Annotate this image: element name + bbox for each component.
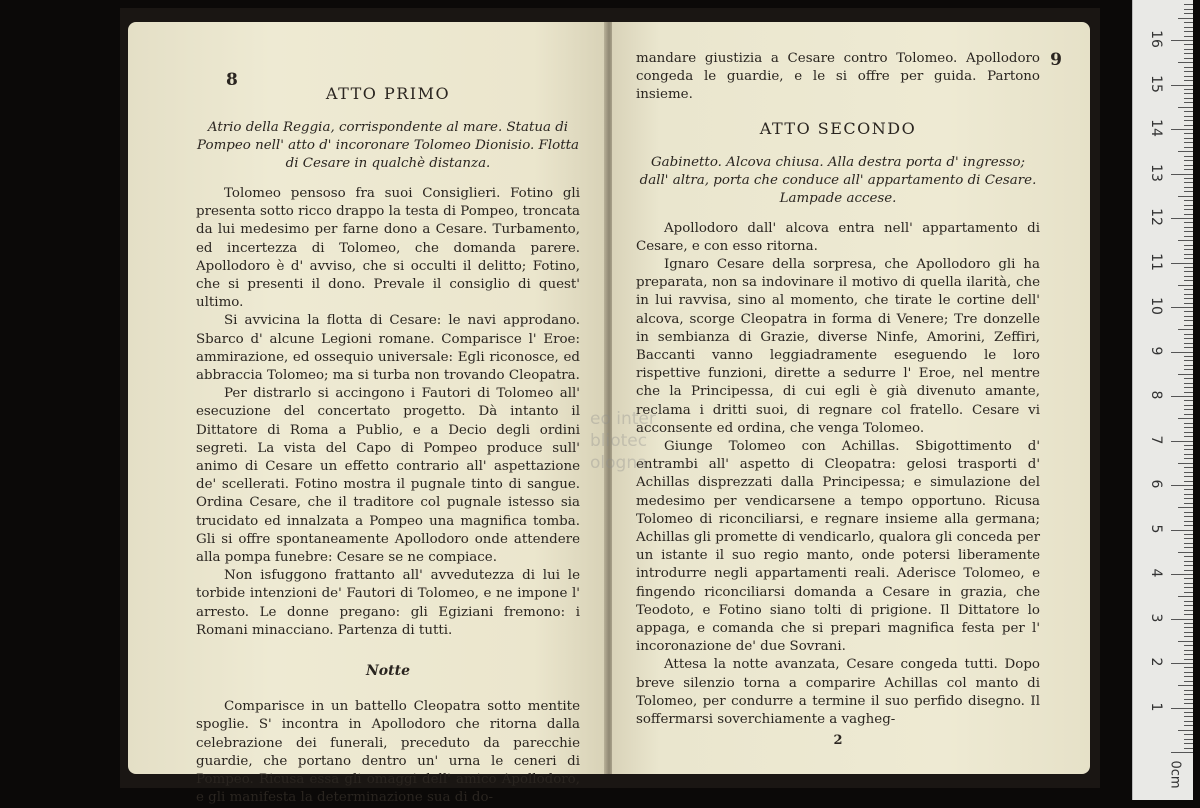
ruler-tick: [1184, 383, 1193, 384]
ruler-number: 14: [1148, 119, 1164, 137]
ruler-tick: [1184, 258, 1193, 259]
ruler-tick: [1178, 329, 1193, 330]
left-body: [196, 185, 580, 808]
ruler-tick: [1184, 303, 1193, 304]
ruler-tick: [1184, 645, 1193, 646]
ruler-tick: [1184, 481, 1193, 482]
ruler-number: 5: [1148, 524, 1164, 533]
ruler-tick: [1184, 681, 1193, 682]
ruler-tick: [1184, 4, 1193, 5]
ruler-tick: [1184, 436, 1193, 437]
ruler-tick: [1184, 578, 1193, 579]
ruler-tick: [1171, 263, 1193, 264]
ruler-tick: [1184, 111, 1193, 112]
ruler-tick: [1184, 476, 1193, 477]
ruler-tick: [1171, 218, 1193, 219]
ruler-tick: [1184, 209, 1193, 210]
ruler-tick: [1184, 739, 1193, 740]
ruler-tick: [1184, 690, 1193, 691]
ruler-tick: [1171, 708, 1193, 709]
paragraph: Non isfuggono frattanto all' avvedutezza di lui le torbide intenzioni de' Fautori di Tolomeo, e ne impone l' arresto. Le donne pregano: gli Egiziani fremono: i Romani minacciano. Partenza di tutti.: [196, 568, 580, 638]
ruler-tick: [1184, 534, 1193, 535]
ruler-tick: [1184, 58, 1193, 59]
ruler-tick: [1184, 280, 1193, 281]
ruler-tick: [1184, 414, 1193, 415]
ruler-tick: [1184, 120, 1193, 121]
ruler-tick: [1184, 76, 1193, 77]
ruler-number: 9: [1148, 346, 1164, 355]
ruler-tick: [1184, 556, 1193, 557]
ruler-tick: [1184, 236, 1193, 237]
right-body-main: [636, 220, 1040, 730]
ruler-tick: [1171, 352, 1193, 353]
ruler-tick: [1184, 365, 1193, 366]
ruler-tick: [1184, 543, 1193, 544]
ruler-tick: [1184, 31, 1193, 32]
ruler-tick: [1184, 632, 1193, 633]
ruler-tick: [1171, 85, 1193, 86]
ruler-tick: [1184, 583, 1193, 584]
ruler-tick: [1171, 40, 1193, 41]
ruler-tick: [1184, 160, 1193, 161]
ruler-tick: [1184, 187, 1193, 188]
ruler-tick: [1178, 196, 1193, 197]
ruler-tick: [1184, 561, 1193, 562]
ruler-tick: [1184, 592, 1193, 593]
ruler-tick: [1178, 641, 1193, 642]
ruler-tick: [1184, 748, 1193, 749]
ruler-tick: [1184, 654, 1193, 655]
ruler-tick: [1184, 525, 1193, 526]
paragraph: Si avvicina la flotta di Cesare: le navi approdano. Sbarco d' alcune Legioni romane. Comparisce l' Eroe: ammirazione, ed ossequio universale: Egli riconosce, ed abbraccia Tolomeo; ma si turba non trovando Cleopatra.: [196, 313, 580, 384]
ruler-tick: [1184, 699, 1193, 700]
ruler-tick: [1184, 472, 1193, 473]
ruler-number: 2: [1148, 657, 1164, 667]
ruler-tick: [1184, 627, 1193, 628]
ruler-tick: [1178, 507, 1193, 508]
ruler-tick: [1184, 725, 1193, 726]
scene-description-primo: Atrio della Reggia, corrispondente al mare. Statua di Pompeo nell' atto d' incoronare Tolomeo Dionisio. Flotta di Cesare in qualchè distanza.: [197, 120, 579, 171]
left-page: [128, 22, 606, 806]
watermark-line: ologna: [590, 453, 648, 473]
ruler-tick: [1184, 227, 1193, 228]
ruler-tick: [1184, 249, 1193, 250]
ruler-number: 15: [1148, 74, 1164, 93]
ruler-tick: [1184, 294, 1193, 295]
ruler-tick: [1178, 730, 1193, 731]
ruler-tick: [1184, 467, 1193, 468]
ruler-tick: [1171, 752, 1193, 753]
ruler-tick: [1184, 245, 1193, 246]
ruler-tick: [1184, 587, 1193, 588]
ruler-tick: [1184, 102, 1193, 103]
ruler-tick: [1184, 694, 1193, 695]
ruler-tick: [1178, 240, 1193, 241]
paragraph: Giunge Tolomeo con Achillas. Sbigottimento d' entrambi all' aspetto di Cleopatra: gelosi trasporti d' Achillas disprezzati dalla Principessa; e simulazione del medesimo per vendicarsene a tempo opportuno. Ricusa Tolomeo di riconciliarsi, e regnare insieme alla germana; Achillas gli promette di vendicarlo, qualora gli conceda per un istante il suo regio manto, onde potersi liberamente introdurre negli appartamenti reali. Aderisce Tolomeo, e fingendo riconciliarsi domanda a Cesare in grazia, che Teodoto, e Fotino siano tolti di prigione. Il Dittatore lo appaga, e comanda che si prepari magnifica festa per l' incoronazione de' due Sovrani.: [636, 439, 1040, 655]
ruler-number: 13: [1148, 163, 1164, 182]
page-number-left: 8: [226, 70, 238, 90]
ruler-tick: [1184, 334, 1193, 335]
ruler-tick: [1184, 623, 1193, 624]
right-body: [636, 50, 1040, 105]
ruler-tick: [1184, 610, 1193, 611]
ruler-tick: [1184, 71, 1193, 72]
ruler-tick: [1184, 667, 1193, 668]
ruler-tick: [1184, 13, 1193, 14]
ruler-tick: [1184, 659, 1193, 660]
act-title-primo: ATTO PRIMO: [325, 84, 451, 103]
ruler-tick: [1184, 676, 1193, 677]
ruler-tick: [1184, 347, 1193, 348]
ruler-tick: [1184, 570, 1193, 571]
ruler-tick: [1184, 98, 1193, 99]
ruler-number: 1: [1148, 702, 1164, 711]
ruler-tick: [1184, 320, 1193, 321]
ruler-tick: [1184, 716, 1193, 717]
ruler-tick: [1171, 619, 1193, 620]
ruler-tick: [1178, 596, 1193, 597]
ruler-tick: [1184, 360, 1193, 361]
paragraph: Attesa la notte avanzata, Cesare congeda tutti. Dopo breve silenzio torna a comparire Achillas col manto di Tolomeo, per condurre a termine il suo perfido disegno. Il soffermarsi soverchiamente a vagheg-: [636, 657, 1040, 728]
ruler-tick: [1171, 485, 1193, 486]
ruler-tick: [1184, 271, 1193, 272]
ruler-tick: [1184, 503, 1193, 504]
ruler-tick: [1184, 142, 1193, 143]
ruler-tick: [1184, 325, 1193, 326]
paragraph: Apollodoro dall' alcova entra nell' appartamento di Cesare, e con esso ritorna.: [636, 220, 1040, 254]
ruler-tick: [1184, 133, 1193, 134]
ruler-tick: [1184, 338, 1193, 339]
ruler-tick: [1184, 27, 1193, 28]
ruler-tick: [1184, 387, 1193, 388]
ruler-tick: [1171, 174, 1193, 175]
ruler-tick: [1184, 205, 1193, 206]
ruler-tick: [1184, 156, 1193, 157]
ruler-number: 12: [1148, 208, 1164, 226]
ruler-tick: [1184, 138, 1193, 139]
ruler-tick: [1171, 307, 1193, 308]
ruler-tick: [1184, 191, 1193, 192]
ruler-number: 7: [1148, 435, 1164, 444]
ruler-tick: [1184, 489, 1193, 490]
ruler-tick: [1184, 712, 1193, 713]
ruler-tick: [1184, 44, 1193, 45]
ruler-tick: [1184, 53, 1193, 54]
ruler-tick: [1171, 574, 1193, 575]
ruler-tick: [1178, 552, 1193, 553]
ruler-tick: [1184, 316, 1193, 317]
ruler-tick: [1184, 147, 1193, 148]
ruler-tick: [1184, 267, 1193, 268]
ruler-tick: [1171, 396, 1193, 397]
ruler-tick: [1184, 80, 1193, 81]
ruler-tick: [1184, 432, 1193, 433]
ruler-tick: [1184, 636, 1193, 637]
ruler-tick: [1184, 343, 1193, 344]
ruler-tick: [1171, 441, 1193, 442]
ruler-tick: [1184, 311, 1193, 312]
ruler-tick: [1184, 458, 1193, 459]
ruler-tick: [1184, 521, 1193, 522]
ruler-tick: [1184, 289, 1193, 290]
ruler-tick: [1184, 276, 1193, 277]
ruler-tick: [1184, 400, 1193, 401]
ruler-tick: [1184, 9, 1193, 10]
ruler-unit: 0cm: [1167, 760, 1183, 789]
ruler-tick: [1171, 530, 1193, 531]
watermark-line: eo inter: [590, 409, 656, 429]
ruler-number: 11: [1148, 252, 1164, 271]
ruler-tick: [1184, 169, 1193, 170]
ruler-tick: [1184, 743, 1193, 744]
ruler-tick: [1184, 547, 1193, 548]
ruler-number: 16: [1148, 30, 1164, 48]
ruler-tick: [1184, 672, 1193, 673]
ruler-number: 10: [1148, 297, 1164, 315]
ruler-tick: [1178, 151, 1193, 152]
paragraph: Ignaro Cesare della sorpresa, che Apollodoro gli ha preparata, non sa indovinare il motivo di quella ilarità, che in lui ravvisa, sino al momento, che tirate le cortine dell' alcova, scorge Cleopatra in forma di Venere; Tre donzelle in sembianza di Grazie, diverse Ninfe, Amorini, Zeffiri, Baccanti vanno leggiadramente eseguendo le loro rispettive funzioni, dirette a sedurre l' Eroe, nel mentre che la Principessa, di cui egli è già divenuto amante, reclama i dritti suoi, di regnare col fratello. Cesare vi acconsente ed ordina, che venga Tolomeo.: [636, 257, 1040, 436]
ruler-tick: [1184, 298, 1193, 299]
ruler-tick: [1184, 89, 1193, 90]
section-heading-notte: Notte: [366, 663, 410, 680]
ruler-tick: [1178, 374, 1193, 375]
ruler-tick: [1184, 369, 1193, 370]
ruler-tick: [1184, 116, 1193, 117]
ruler-tick: [1184, 734, 1193, 735]
ruler-tick: [1184, 49, 1193, 50]
signature-mark: 2: [833, 733, 843, 749]
ruler-tick: [1184, 36, 1193, 37]
ruler-tick: [1184, 498, 1193, 499]
ruler-number: 4: [1148, 568, 1164, 578]
ruler-tick: [1184, 182, 1193, 183]
ruler-tick: [1184, 93, 1193, 94]
ruler-tick: [1184, 721, 1193, 722]
ruler-tick: [1184, 516, 1193, 517]
ruler-tick: [1184, 614, 1193, 615]
watermark-line: bliotec: [590, 431, 648, 451]
scene-description-secondo: Gabinetto. Alcova chiusa. Alla destra porta d' ingresso; dall' altra, porta che conduce all' appartamento di Cesare. Lampade accese.: [639, 154, 1037, 206]
ruler-tick: [1184, 222, 1193, 223]
ruler-tick: [1184, 392, 1193, 393]
ruler-number: 6: [1148, 479, 1164, 489]
paragraph: Comparisce in un battello Cleopatra sotto mentite spoglie. S' incontra in Apollodoro che ritorna dalla celebrazione dei funerali, preceduto da parecchie guardie, che portano dentro un' urna le ceneri di Pompeo. Ricusa essa gli omaggi dell' amico Apollodoro, e gli manifesta la determinazione sua di do-: [196, 699, 580, 806]
ruler-tick: [1184, 67, 1193, 68]
ruler-tick: [1184, 601, 1193, 602]
ruler-tick: [1184, 214, 1193, 215]
paragraph: Per distrarlo si accingono i Fautori di Tolomeo all' esecuzione del concertato progetto. Dà intanto il Dittatore di Roma a Publio, e a Decio degli ordini segreti. La vista del Capo di Pompeo produce sull' animo di Cesare un effetto contrario all' aspettazione de' scellerati. Fotino mostra il pugnale tinto di sangue. Ordina Cesare, che il traditore col pugnale istesso sia trucidato ed innalzata a Pompeo una magnifica tomba. Gli si offre spontaneamente Apollodoro onde attendere alla pompa funebre: Cesare se ne compiace.: [196, 386, 580, 566]
ruler-tick: [1184, 703, 1193, 704]
ruler-tick: [1184, 405, 1193, 406]
ruler-tick: [1178, 107, 1193, 108]
ruler-tick: [1184, 165, 1193, 166]
ruler-tick: [1184, 378, 1193, 379]
ruler-tick: [1184, 650, 1193, 651]
ruler-tick: [1178, 463, 1193, 464]
page-number-right: 9: [1050, 50, 1062, 70]
ruler-tick: [1171, 129, 1193, 130]
paragraph: mandare giustizia a Cesare contro Tolomeo. Apollodoro congeda le guardie, e le si offre per guida. Partono insieme.: [636, 51, 1040, 103]
ruler-tick: [1178, 418, 1193, 419]
ruler-tick: [1171, 663, 1193, 664]
ruler-tick: [1184, 449, 1193, 450]
ruler-number: 3: [1148, 613, 1164, 622]
ruler-tick: [1184, 231, 1193, 232]
ruler-tick: [1184, 538, 1193, 539]
ruler-tick: [1184, 454, 1193, 455]
ruler-tick: [1184, 178, 1193, 179]
paragraph: Tolomeo pensoso fra suoi Consiglieri. Fotino gli presenta sotto ricco drappo la testa di Pompeo, troncata da lui medesimo per farne dono a Cesare. Turbamento, ed incertezza di Tolomeo, che domanda parere. Apollodoro è d' avviso, che si occulti il delitto; Fotino, che si presenti il dono. Prevale il consiglio di quest' ultimo.: [196, 186, 580, 311]
ruler-tick: [1184, 356, 1193, 357]
ruler-tick: [1184, 565, 1193, 566]
right-page: [612, 22, 1090, 774]
ruler-tick: [1184, 125, 1193, 126]
measurement-ruler: [1132, 0, 1193, 800]
ruler-tick: [1178, 62, 1193, 63]
ruler-tick: [1184, 409, 1193, 410]
ruler-tick: [1184, 200, 1193, 201]
ruler-tick: [1178, 18, 1193, 19]
ruler-tick: [1184, 445, 1193, 446]
ruler-tick: [1184, 605, 1193, 606]
ruler-tick: [1184, 494, 1193, 495]
ruler-tick: [1178, 285, 1193, 286]
ruler-tick: [1178, 685, 1193, 686]
ruler-tick: [1184, 22, 1193, 23]
book-spread: [120, 8, 1100, 806]
ruler-tick: [1184, 512, 1193, 513]
ruler-tick: [1184, 427, 1193, 428]
ruler-tick: [1184, 423, 1193, 424]
ruler-tick: [1184, 254, 1193, 255]
act-title-secondo: ATTO SECONDO: [759, 118, 917, 138]
ruler-number: 8: [1148, 390, 1164, 400]
